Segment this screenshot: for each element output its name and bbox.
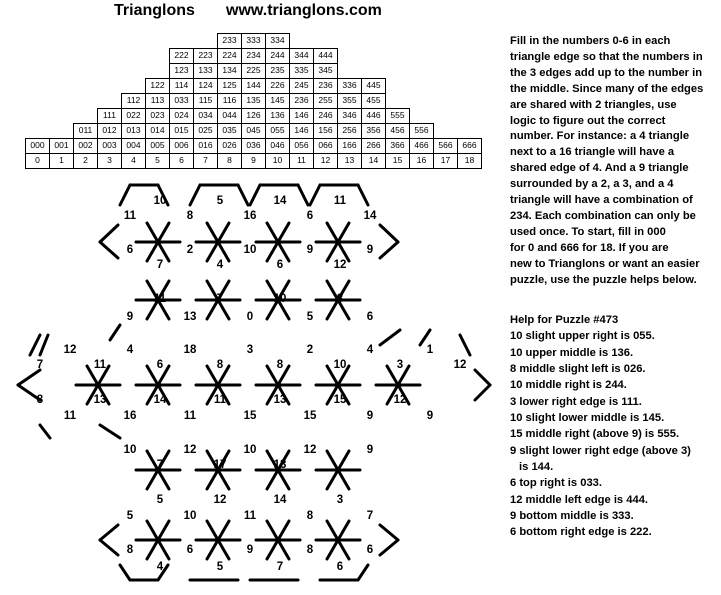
- triangle-number: 6: [306, 210, 314, 222]
- combo-cell: 124: [193, 78, 218, 94]
- combo-cell: 146: [289, 108, 314, 124]
- combo-cell: 346: [337, 108, 362, 124]
- grid-stroke: [100, 425, 120, 438]
- combo-cell: 456: [385, 123, 410, 139]
- combo-cell: 022: [121, 108, 146, 124]
- combo-cell: 144: [241, 78, 266, 94]
- triangle-number: 9: [366, 244, 374, 256]
- combo-cell: 034: [193, 108, 218, 124]
- triangle-number: 7: [156, 259, 164, 271]
- combo-cell: 235: [265, 63, 290, 79]
- combo-cell: 344: [289, 48, 314, 64]
- combo-cell: 246: [313, 108, 338, 124]
- instruction-line: the middle. Since many of the edges: [510, 82, 704, 95]
- help-line: 10 slight lower middle is 145.: [510, 412, 665, 425]
- combo-cell: 225: [241, 63, 266, 79]
- grid-stroke: [100, 242, 118, 258]
- triangle-number: 6: [156, 359, 164, 371]
- triangle-number: 7: [276, 561, 284, 573]
- sum-header-cell: 2: [73, 153, 98, 169]
- combo-cell: 116: [217, 93, 242, 109]
- triangle-number: 6: [186, 544, 194, 556]
- combo-cell: 335: [289, 63, 314, 79]
- triangle-number: 12: [303, 444, 317, 456]
- triangle-number: 6: [366, 311, 374, 323]
- sum-header-cell: 1: [49, 153, 74, 169]
- grid-stroke: [238, 185, 248, 205]
- triangle-number: 11: [333, 195, 347, 207]
- triangle-number: 10: [243, 444, 257, 456]
- triangle-number: 8: [186, 210, 194, 222]
- sum-header-cell: 13: [337, 153, 362, 169]
- triangle-number: 9: [306, 244, 314, 256]
- triangle-number: 4: [126, 344, 134, 356]
- combo-cell: 112: [121, 93, 146, 109]
- combo-cell: 123: [169, 63, 194, 79]
- triangle-number: 8: [276, 359, 284, 371]
- combo-cell: 024: [169, 108, 194, 124]
- combo-cell: 244: [265, 48, 290, 64]
- triangle-number: 7: [156, 459, 164, 471]
- triangle-number: 12: [453, 359, 467, 371]
- combo-cell: 136: [265, 108, 290, 124]
- triangle-number: 6: [366, 544, 374, 556]
- triangle-number: 15: [243, 410, 257, 422]
- sum-header-cell: 15: [385, 153, 410, 169]
- triangle-number: 17: [213, 459, 227, 471]
- combo-cell: 125: [217, 78, 242, 94]
- sum-header-cell: 8: [217, 153, 242, 169]
- combo-cell: 135: [241, 93, 266, 109]
- triangle-number: 11: [213, 394, 227, 406]
- combo-cell: 255: [313, 93, 338, 109]
- triangle-number: 16: [123, 410, 137, 422]
- triangle-number: 12: [63, 344, 77, 356]
- combo-cell: 111: [97, 108, 122, 124]
- triangle-number: 11: [243, 510, 257, 522]
- triangle-number: 8: [306, 510, 314, 522]
- combo-cell: 446: [361, 108, 386, 124]
- instruction-line: are shared with 2 triangles, use: [510, 98, 677, 111]
- triangle-number: 1: [426, 344, 434, 356]
- site-url: www.trianglons.com: [226, 2, 382, 19]
- triangle-number: 10: [183, 510, 197, 522]
- combo-cell: 266: [361, 138, 386, 154]
- combo-cell: 355: [337, 93, 362, 109]
- combo-cell: 126: [241, 108, 266, 124]
- triangle-number: 13: [93, 394, 107, 406]
- instruction-line: shared edge of 4. And a 9 triangle: [510, 162, 689, 175]
- instruction-line: for 0 and 666 for 18. If you are: [510, 241, 669, 254]
- help-line: 10 middle right is 244.: [510, 379, 627, 392]
- combo-cell: 134: [217, 63, 242, 79]
- sum-header-cell: 11: [289, 153, 314, 169]
- help-line: is 144.: [519, 461, 554, 474]
- triangle-number: 14: [363, 210, 377, 222]
- triangle-number: 5: [216, 195, 224, 207]
- combo-cell: 115: [193, 93, 218, 109]
- help-heading: Help for Puzzle #473: [510, 314, 619, 326]
- triangle-number: 9: [126, 311, 134, 323]
- grid-stroke: [190, 185, 200, 205]
- triangle-number: 5: [216, 561, 224, 573]
- combo-cell: 333: [241, 33, 266, 49]
- help-line: 6 top right is 033.: [510, 477, 603, 490]
- triangle-number: 9: [426, 410, 434, 422]
- combo-cell: 035: [217, 123, 242, 139]
- grid-stroke: [120, 185, 130, 205]
- grid-stroke: [298, 185, 308, 205]
- instruction-line: next to a 16 triangle will have a: [510, 146, 675, 159]
- combo-cell: 233: [217, 33, 242, 49]
- grid-stroke: [40, 335, 48, 355]
- sum-header-cell: 16: [409, 153, 434, 169]
- grid-stroke: [380, 525, 398, 540]
- help-line: 10 slight upper right is 055.: [510, 330, 655, 343]
- grid-stroke: [380, 540, 398, 555]
- instruction-line: number. For instance: a 4 triangle: [510, 130, 690, 143]
- triangle-number: 5: [156, 494, 164, 506]
- grid-stroke: [380, 242, 398, 258]
- combo-cell: 012: [97, 123, 122, 139]
- triangle-number: 5: [306, 311, 314, 323]
- triangle-number: 6: [276, 259, 284, 271]
- triangle-number: 4: [156, 561, 164, 573]
- triangle-number: 7: [216, 293, 224, 305]
- triangle-number: 0: [246, 311, 254, 323]
- combo-cell: 223: [193, 48, 218, 64]
- triangle-number: 12: [213, 494, 227, 506]
- grid-stroke: [475, 385, 490, 400]
- instructions-text: [510, 34, 718, 289]
- combo-cell: 114: [169, 78, 194, 94]
- grid-stroke: [120, 565, 130, 580]
- combo-cell: 146: [289, 123, 314, 139]
- combo-cell: 023: [145, 108, 170, 124]
- help-line: 3 lower right edge is 111.: [510, 395, 642, 408]
- combo-cell: 045: [241, 123, 266, 139]
- triangle-number: 11: [183, 410, 197, 422]
- instruction-line: the 3 edges add up to the number in: [510, 66, 703, 79]
- instruction-line: logic to figure out the correct: [510, 114, 666, 127]
- combo-cell: 555: [385, 108, 410, 124]
- help-line: 8 middle slight left is 026.: [510, 363, 646, 376]
- triangle-number: 8: [216, 359, 224, 371]
- grid-stroke: [100, 525, 118, 540]
- instruction-line: 234. Each combination can only be: [510, 209, 696, 222]
- triangle-number: 6: [126, 244, 134, 256]
- combo-cell: 036: [241, 138, 266, 154]
- triangle-number: 10: [273, 293, 287, 305]
- combo-cell: 006: [169, 138, 194, 154]
- grid-stroke: [310, 185, 320, 205]
- combo-cell: 015: [169, 123, 194, 139]
- help-line: 10 upper middle is 136.: [510, 346, 634, 359]
- triangle-number: 9: [246, 544, 254, 556]
- triangle-number: 12: [393, 394, 407, 406]
- combo-cell: 224: [217, 48, 242, 64]
- combo-cell: 236: [313, 78, 338, 94]
- sum-header-cell: 5: [145, 153, 170, 169]
- combo-cell: 056: [289, 138, 314, 154]
- combo-cell: 336: [337, 78, 362, 94]
- triangle-number: 8: [306, 544, 314, 556]
- triangle-number: 13: [273, 459, 287, 471]
- combo-cell: 044: [217, 108, 242, 124]
- instruction-line: triangle will have a combination of: [510, 194, 693, 207]
- combo-cell: 145: [265, 93, 290, 109]
- combo-cell: 005: [145, 138, 170, 154]
- triangle-number: 11: [93, 359, 107, 371]
- combo-cell: 245: [289, 78, 314, 94]
- instruction-line: puzzle, use the puzzle helps below.: [510, 273, 697, 286]
- combo-cell: 666: [457, 138, 482, 154]
- combo-cell: 025: [193, 123, 218, 139]
- sum-header-cell: 17: [433, 153, 458, 169]
- grid-stroke: [100, 225, 118, 242]
- triangle-number: 14: [153, 394, 167, 406]
- instruction-line: Fill in the numbers 0-6 in each: [510, 35, 671, 47]
- triangle-number: 13: [273, 394, 287, 406]
- triangle-number: 2: [306, 344, 314, 356]
- combo-cell: 156: [313, 123, 338, 139]
- grid-stroke: [460, 335, 470, 355]
- sum-header-cell: 18: [457, 153, 482, 169]
- triangle-number: 3: [336, 494, 344, 506]
- instruction-line: triangle edge so that the numbers in: [510, 50, 703, 63]
- combo-cell: 445: [361, 78, 386, 94]
- grid-stroke: [420, 330, 430, 345]
- sum-header-cell: 7: [193, 153, 218, 169]
- combo-cell: 002: [73, 138, 98, 154]
- combo-cell: 166: [337, 138, 362, 154]
- grid-stroke: [30, 335, 40, 355]
- help-section: [510, 312, 718, 541]
- sum-header-cell: 0: [25, 153, 50, 169]
- triangle-number: 8: [126, 544, 134, 556]
- triangle-number: 5: [126, 510, 134, 522]
- help-line: 6 bottom right edge is 222.: [510, 526, 652, 539]
- sum-header-cell: 3: [97, 153, 122, 169]
- triangle-number: 10: [243, 244, 257, 256]
- triangle-number: 9: [366, 444, 374, 456]
- combo-cell: 455: [361, 93, 386, 109]
- combo-cell: 004: [121, 138, 146, 154]
- triangle-number: 13: [183, 311, 197, 323]
- instruction-line: surrounded by a 2, a 3, and a 4: [510, 178, 674, 191]
- help-line: 15 middle right (above 9) is 555.: [510, 428, 680, 441]
- grid-stroke: [380, 225, 398, 242]
- help-line: 9 bottom middle is 333.: [510, 510, 634, 523]
- combo-cell: 026: [217, 138, 242, 154]
- triangle-number: 12: [183, 444, 197, 456]
- combo-cell: 356: [361, 123, 386, 139]
- triangle-number: 11: [153, 293, 167, 305]
- grid-stroke: [250, 185, 260, 205]
- triangle-number: 3: [396, 359, 404, 371]
- grid-stroke: [358, 185, 368, 205]
- combo-cell: 001: [49, 138, 74, 154]
- combo-cell: 133: [193, 63, 218, 79]
- triangle-number: 11: [63, 410, 77, 422]
- combo-cell: 444: [313, 48, 338, 64]
- triangle-number: 15: [333, 394, 347, 406]
- combo-cell: 003: [97, 138, 122, 154]
- combo-cell: 556: [409, 123, 434, 139]
- triangle-number: 2: [186, 244, 194, 256]
- triangle-number: 4: [216, 259, 224, 271]
- grid-stroke: [110, 325, 120, 340]
- grid-stroke: [18, 370, 40, 385]
- triangle-number: 14: [273, 195, 287, 207]
- instruction-line: new to Trianglons or want an easier: [510, 257, 700, 270]
- combo-cell: 122: [145, 78, 170, 94]
- triangle-number: 15: [303, 410, 317, 422]
- combo-cell: 236: [289, 93, 314, 109]
- combo-cell: 366: [385, 138, 410, 154]
- triangle-number: 3: [246, 344, 254, 356]
- grid-stroke: [475, 370, 490, 385]
- combo-cell: 466: [409, 138, 434, 154]
- combo-cell: 234: [241, 48, 266, 64]
- triangle-number: 8: [36, 394, 44, 406]
- triangle-number: 11: [123, 210, 137, 222]
- triangle-number: 10: [123, 444, 137, 456]
- triangle-number: 7: [366, 510, 374, 522]
- combo-cell: 113: [145, 93, 170, 109]
- help-line: 12 middle left edge is 444.: [510, 493, 649, 506]
- combo-cell: 066: [313, 138, 338, 154]
- grid-stroke: [100, 540, 118, 555]
- combo-cell: 016: [193, 138, 218, 154]
- triangle-number: 16: [243, 210, 257, 222]
- combo-cell: 013: [121, 123, 146, 139]
- instruction-line: used once. To start, fill in 000: [510, 225, 666, 238]
- combo-cell: 256: [337, 123, 362, 139]
- sum-header-cell: 10: [265, 153, 290, 169]
- grid-stroke: [358, 565, 368, 580]
- combo-cell: 046: [265, 138, 290, 154]
- sum-header-cell: 6: [169, 153, 194, 169]
- triangle-number: 14: [273, 494, 287, 506]
- sum-header-cell: 14: [361, 153, 386, 169]
- triangle-number: 10: [333, 359, 347, 371]
- triangle-number: 6: [336, 561, 344, 573]
- help-line: 9 slight lower right edge (above 3): [510, 444, 691, 457]
- triangle-number: 12: [333, 259, 347, 271]
- combo-cell: 000: [25, 138, 50, 154]
- grid-stroke: [380, 330, 400, 345]
- combo-cell: 014: [145, 123, 170, 139]
- triangle-number: 9: [366, 410, 374, 422]
- triangle-number: 7: [36, 359, 44, 371]
- combo-cell: 226: [265, 78, 290, 94]
- sum-header-cell: 4: [121, 153, 146, 169]
- sum-header-cell: 12: [313, 153, 338, 169]
- combo-cell: 011: [73, 123, 98, 139]
- combo-cell: 566: [433, 138, 458, 154]
- triangle-number: 4: [366, 344, 374, 356]
- site-title: Trianglons: [114, 2, 195, 19]
- combo-cell: 334: [265, 33, 290, 49]
- triangle-number: 18: [183, 344, 197, 356]
- sum-header-cell: 9: [241, 153, 266, 169]
- grid-stroke: [40, 425, 50, 438]
- triangle-number: 8: [336, 293, 344, 305]
- combo-cell: 055: [265, 123, 290, 139]
- combo-cell: 033: [169, 93, 194, 109]
- combo-cell: 222: [169, 48, 194, 64]
- combo-cell: 345: [313, 63, 338, 79]
- triangle-number: 10: [153, 195, 167, 207]
